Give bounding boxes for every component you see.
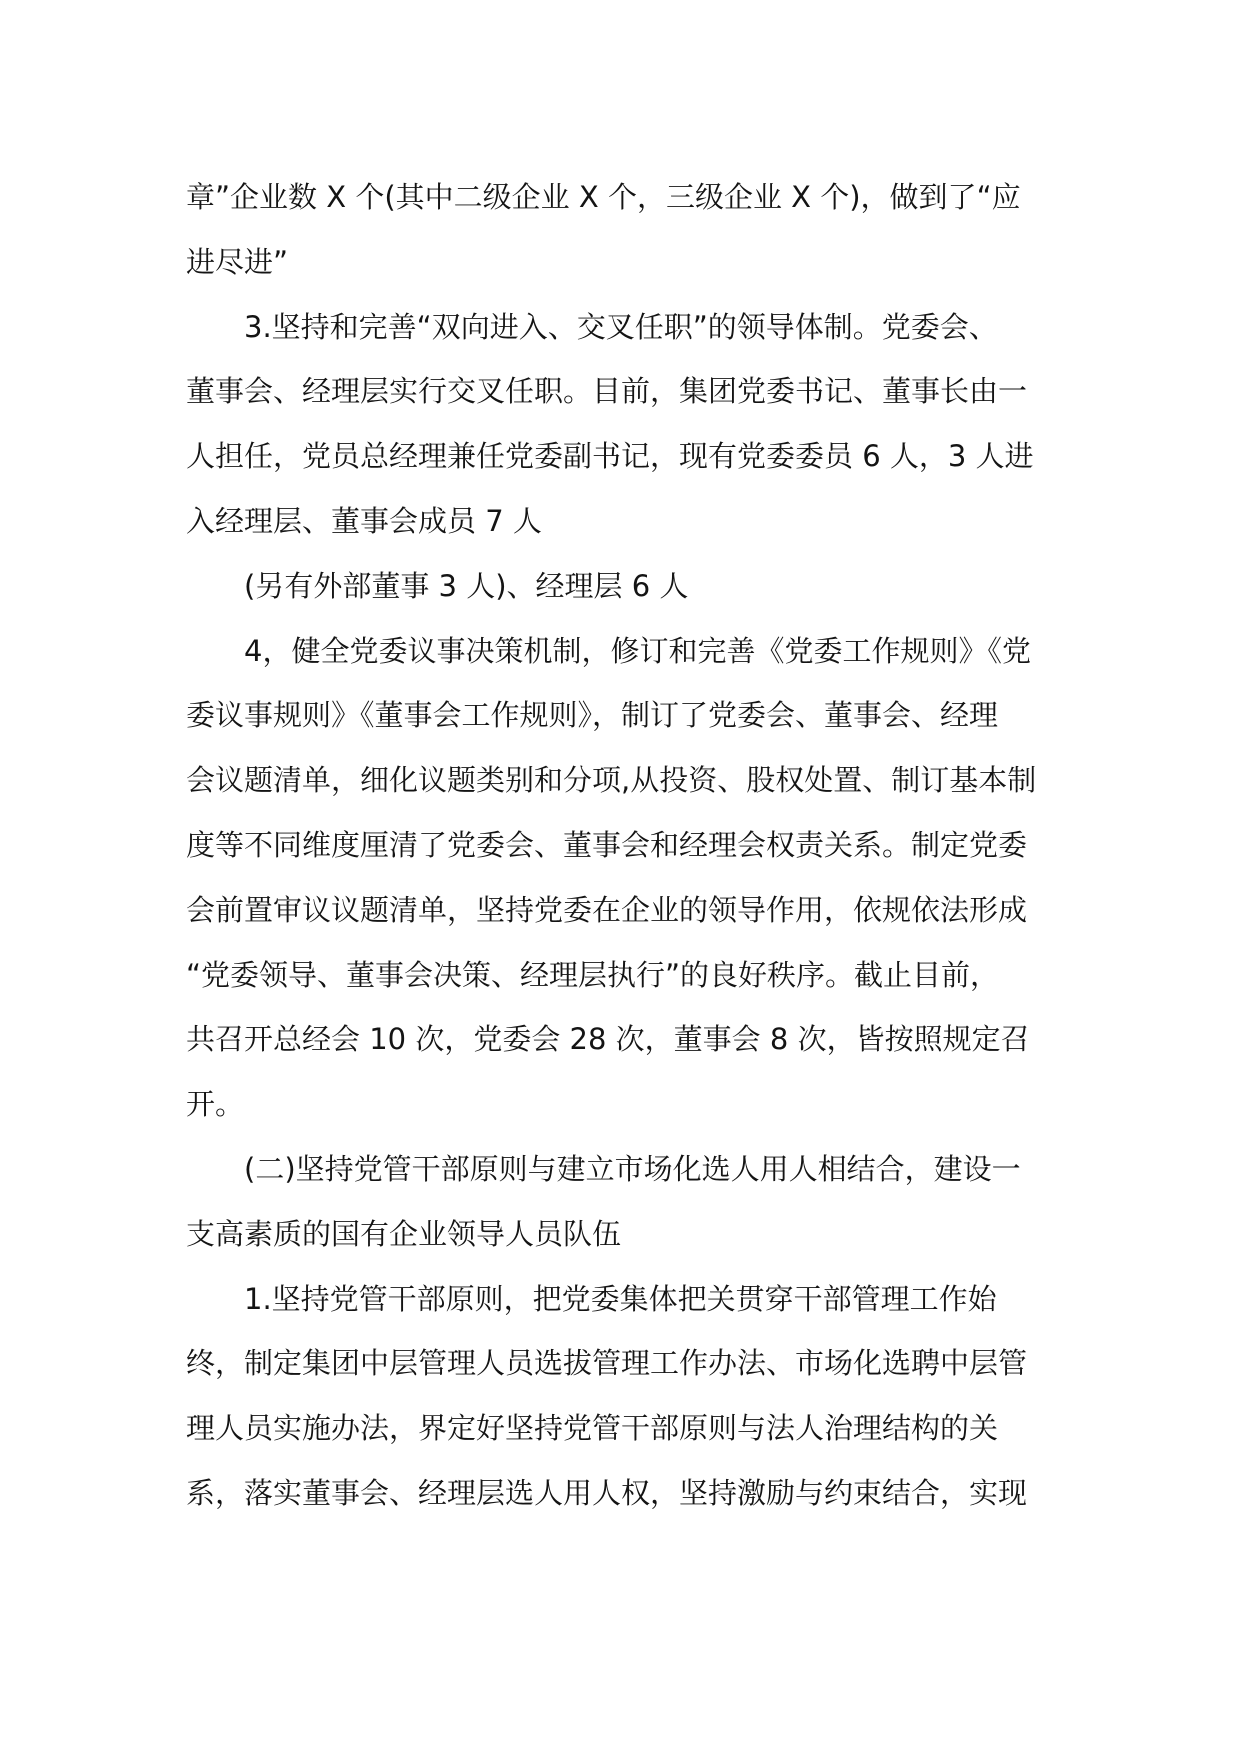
text-line: 董事会、经理层实行交叉任职。目前，集团党委书记、董事长由一 — [186, 374, 1028, 409]
text-line: 共召开总经会 10 次，党委会 28 次，董事会 8 次，皆按照规定召 — [186, 1022, 1030, 1057]
text-line: 会议题清单，细化议题类别和分项,从投资、股权处置、制订基本制 — [186, 763, 1037, 798]
document-body — [186, 165, 1066, 1526]
paragraph-item-1 — [186, 1267, 1066, 1526]
text-line: 入经理层、董事会成员 7 人 — [186, 503, 542, 538]
section-heading-2 — [186, 1137, 1066, 1267]
paragraph-item-4 — [186, 619, 1066, 1137]
paragraph-item-3 — [186, 295, 1066, 554]
text-line: “党委领导、董事会决策、经理层执行”的良好秩序。截止目前， — [186, 957, 1000, 992]
text-line: 度等不同维度厘清了党委会、董事会和经理会权责关系。制定党委 — [186, 827, 1028, 862]
text-line: 4，健全党委议事决策机制，修订和完善《党委工作规则》《党 — [244, 633, 1031, 668]
text-line: (另有外部董事 3 人)、经理层 6 人 — [244, 568, 689, 603]
text-line: 章”企业数 X 个(其中二级企业 X 个，三级企业 X 个)，做到了“应 — [186, 180, 1021, 214]
text-line: (二)坚持党管干部原则与建立市场化选人用人相结合，建设一 — [244, 1151, 1021, 1186]
text-line: 开。 — [186, 1087, 245, 1122]
paragraph-note — [186, 554, 1066, 619]
text-line: 终，制定集团中层管理人员选拔管理工作办法、市场化选聘中层管 — [186, 1346, 1028, 1381]
text-line: 理人员实施办法，界定好坚持党管干部原则与法人治理结构的关 — [186, 1411, 999, 1446]
text-line: 系，落实董事会、经理层选人用人权，坚持激励与约束结合，实现 — [186, 1475, 1028, 1510]
text-line: 人担任，党员总经理兼任党委副书记，现有党委委员 6 人，3 人进 — [186, 439, 1034, 474]
text-line: 1.坚持党管干部原则，把党委集体把关贯穿干部管理工作始 — [244, 1281, 997, 1316]
text-line: 3.坚持和完善“双向进入、交叉任职”的领导体制。党委会、 — [244, 309, 998, 344]
text-line: 会前置审议议题清单，坚持党委在企业的领导作用，依规依法形成 — [186, 892, 1028, 927]
paragraph-continuation — [186, 165, 1066, 295]
text-line: 委议事规则》《董事会工作规则》，制订了党委会、董事会、经理 — [186, 698, 999, 733]
text-line: 进尽进” — [186, 244, 289, 279]
text-line: 支高素质的国有企业领导人员队伍 — [186, 1216, 622, 1251]
